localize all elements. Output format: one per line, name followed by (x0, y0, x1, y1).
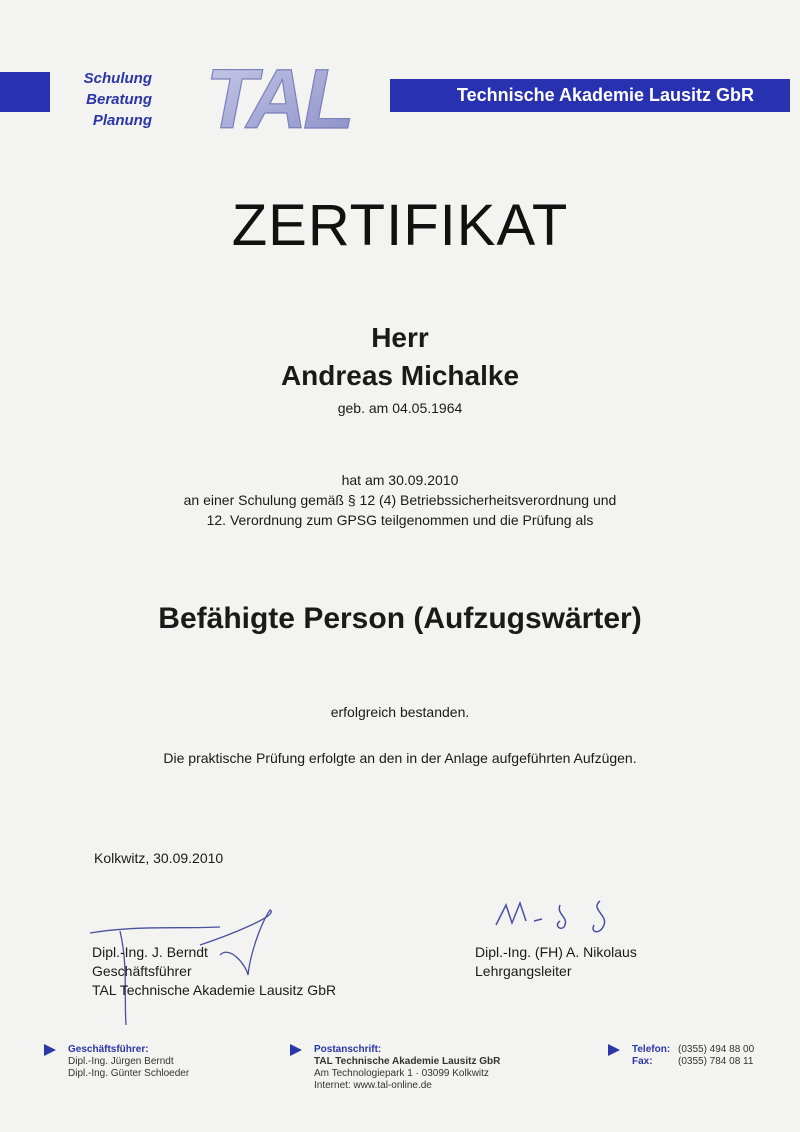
logo-text: TAL (205, 56, 351, 136)
certificate-title: ZERTIFIKAT (231, 193, 569, 258)
statement-line-2: an einer Schulung gemäß § 12 (4) Betriebssicherheitsverordnung und (183, 492, 617, 508)
tagline-beratung: Beratung (86, 91, 152, 108)
date-of-birth: geb. am 04.05.1964 (337, 400, 463, 416)
statement-line-1: hat am 30.09.2010 (341, 472, 459, 488)
tal-logo (178, 56, 378, 136)
statement-line-3: 12. Verordnung zum GPSG teilgenommen und die Prüfung als (206, 512, 594, 528)
footer-postal (314, 1044, 500, 1092)
footer-managers-title: Geschäftsführer: (68, 1044, 149, 1055)
tagline (72, 68, 152, 131)
tagline-schulung: Schulung (83, 70, 152, 87)
qualification-title: Befähigte Person (Aufzugswärter) (158, 602, 642, 635)
tel-number: (0355) 494 88 00 (678, 1044, 755, 1055)
footer-manager-2: Dipl.-Ing. Günter Schloeder (68, 1068, 190, 1079)
header-accent-bar (0, 72, 50, 112)
arrow-icon (290, 1044, 302, 1056)
arrow-icon (608, 1044, 620, 1056)
result-text: erfolgreich bestanden. (330, 704, 470, 720)
signer-right-role: Lehrgangsleiter (475, 963, 572, 979)
footer-postal-address: Am Technologiepark 1 · 03099 Kolkwitz (314, 1068, 489, 1079)
place-date: Kolkwitz, 30.09.2010 (94, 850, 224, 866)
fax-number: (0355) 784 08 11 (678, 1056, 754, 1067)
tel-label: Telefon: (632, 1044, 671, 1055)
signature-block-right (475, 943, 637, 981)
footer-managers (68, 1044, 189, 1080)
fax-label: Fax: (632, 1056, 653, 1067)
footer-postal-company: TAL Technische Akademie Lausitz GbR (314, 1056, 501, 1067)
footer-manager-1: Dipl.-Ing. Jürgen Berndt (68, 1056, 174, 1067)
signer-left-role: Geschäftsführer (92, 963, 192, 979)
signer-left-name: Dipl.-Ing. J. Berndt (92, 944, 208, 960)
signature-block-left (92, 943, 336, 1000)
recipient-name: Andreas Michalke (280, 360, 520, 391)
footer-postal-title: Postanschrift: (314, 1044, 382, 1055)
statement (0, 470, 800, 530)
signer-right-name: Dipl.-Ing. (FH) A. Nikolaus (475, 944, 637, 960)
practical-note: Die praktische Prüfung erfolgte an den in der Anlage aufgeführten Aufzügen. (163, 750, 637, 766)
footer-postal-web: Internet: www.tal-online.de (314, 1080, 432, 1091)
signature-right (490, 895, 640, 945)
tagline-planung: Planung (92, 112, 152, 129)
company-band: Technische Akademie Lausitz GbR (390, 79, 790, 112)
salutation: Herr (371, 322, 429, 353)
footer-contact (632, 1044, 754, 1068)
signer-left-company: TAL Technische Akademie Lausitz GbR (92, 982, 337, 998)
arrow-icon (44, 1044, 56, 1056)
